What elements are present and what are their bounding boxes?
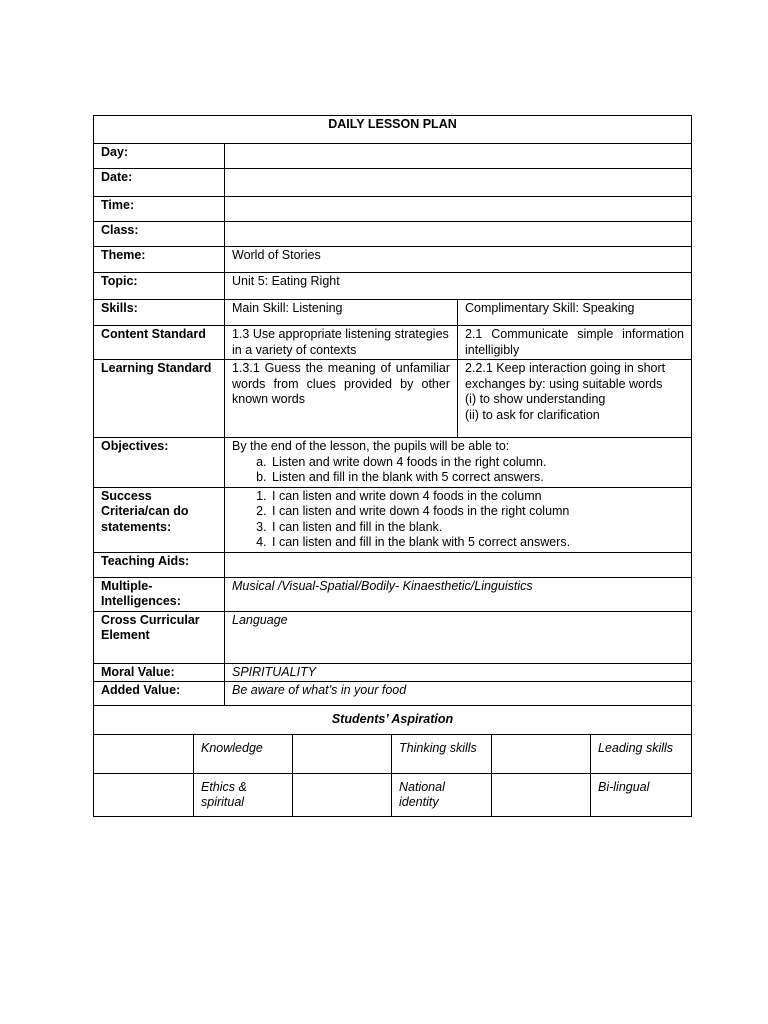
objectives-label: Objectives: xyxy=(94,438,225,488)
theme-value: World of Stories xyxy=(225,247,692,273)
learning-standard-line: (ii) to ask for clarification xyxy=(465,407,600,422)
class-value xyxy=(225,222,692,247)
objectives-list xyxy=(232,455,684,486)
lesson-plan-table xyxy=(93,115,692,706)
day-value xyxy=(225,144,692,169)
list-item: 1. I can listen and write down 4 foods in the column xyxy=(270,489,684,505)
teaching-aids-value xyxy=(225,552,692,577)
list-item: a. Listen and write down 4 foods in the right column. xyxy=(270,455,684,471)
aspiration-national-identity: National identity xyxy=(392,774,492,817)
list-item: 3. I can listen and fill in the blank. xyxy=(270,520,684,536)
aspiration-blank-cell xyxy=(293,774,392,817)
time-label: Time: xyxy=(94,197,225,222)
aspiration-leading-skills: Leading skills xyxy=(591,735,692,774)
date-label: Date: xyxy=(94,169,225,197)
learning-standard-line: 2.2.1 Keep interaction going in short exchanges by: using suitable words xyxy=(465,361,666,391)
time-value xyxy=(225,197,692,222)
date-value xyxy=(225,169,692,197)
multiple-intelligences-label: Multiple-Intelligences: xyxy=(94,577,225,611)
aspiration-title: Students’ Aspiration xyxy=(94,706,692,735)
content-standard-main: 1.3 Use appropriate listening strategies in a variety of contexts xyxy=(225,326,458,360)
teaching-aids-label: Teaching Aids: xyxy=(94,552,225,577)
theme-label: Theme: xyxy=(94,247,225,273)
success-criteria-label: Success Criteria/can do statements: xyxy=(94,487,225,552)
list-item: 4. I can listen and fill in the blank with 5 correct answers. xyxy=(270,535,684,551)
learning-standard-complementary xyxy=(458,360,692,438)
main-skill: Main Skill: Listening xyxy=(225,300,458,326)
aspiration-blank-cell xyxy=(94,735,194,774)
aspiration-blank-cell xyxy=(492,774,591,817)
content-standard-complementary: 2.1 Communicate simple information intelligibly xyxy=(458,326,692,360)
aspiration-blank-cell xyxy=(94,774,194,817)
aspiration-bilingual: Bi-lingual xyxy=(591,774,692,817)
aspiration-thinking-skills: Thinking skills xyxy=(392,735,492,774)
class-label: Class: xyxy=(94,222,225,247)
moral-value-label: Moral Value: xyxy=(94,663,225,682)
added-value-value: Be aware of what’s in your food xyxy=(225,682,692,706)
multiple-intelligences-value: Musical /Visual-Spatial/Bodily- Kinaesthetic/Linguistics xyxy=(225,577,692,611)
list-item: b. Listen and fill in the blank with 5 correct answers. xyxy=(270,470,684,486)
topic-value: Unit 5: Eating Right xyxy=(225,273,692,300)
objectives-intro: By the end of the lesson, the pupils will be able to: xyxy=(232,439,510,453)
objectives-value xyxy=(225,438,692,488)
moral-value-value: SPIRITUALITY xyxy=(225,663,692,682)
added-value-label: Added Value: xyxy=(94,682,225,706)
skills-label: Skills: xyxy=(94,300,225,326)
learning-standard-line: (i) to show understanding xyxy=(465,392,606,406)
success-criteria-value xyxy=(225,487,692,552)
aspiration-table xyxy=(93,705,692,817)
topic-label: Topic: xyxy=(94,273,225,300)
aspiration-blank-cell xyxy=(492,735,591,774)
learning-standard-label: Learning Standard xyxy=(94,360,225,438)
cross-curricular-value: Language xyxy=(225,611,692,663)
complementary-skill: Complimentary Skill: Speaking xyxy=(458,300,692,326)
aspiration-blank-cell xyxy=(293,735,392,774)
document-title: DAILY LESSON PLAN xyxy=(94,116,692,144)
list-item: 2. I can listen and write down 4 foods in the right column xyxy=(270,504,684,520)
content-standard-label: Content Standard xyxy=(94,326,225,360)
success-criteria-list xyxy=(232,489,684,551)
aspiration-knowledge: Knowledge xyxy=(194,735,293,774)
aspiration-ethics: Ethics & spiritual xyxy=(194,774,293,817)
lesson-plan-document xyxy=(93,115,691,817)
cross-curricular-label: Cross Curricular Element xyxy=(94,611,225,663)
learning-standard-main: 1.3.1 Guess the meaning of unfamiliar words from clues provided by other known words xyxy=(225,360,458,438)
day-label: Day: xyxy=(94,144,225,169)
